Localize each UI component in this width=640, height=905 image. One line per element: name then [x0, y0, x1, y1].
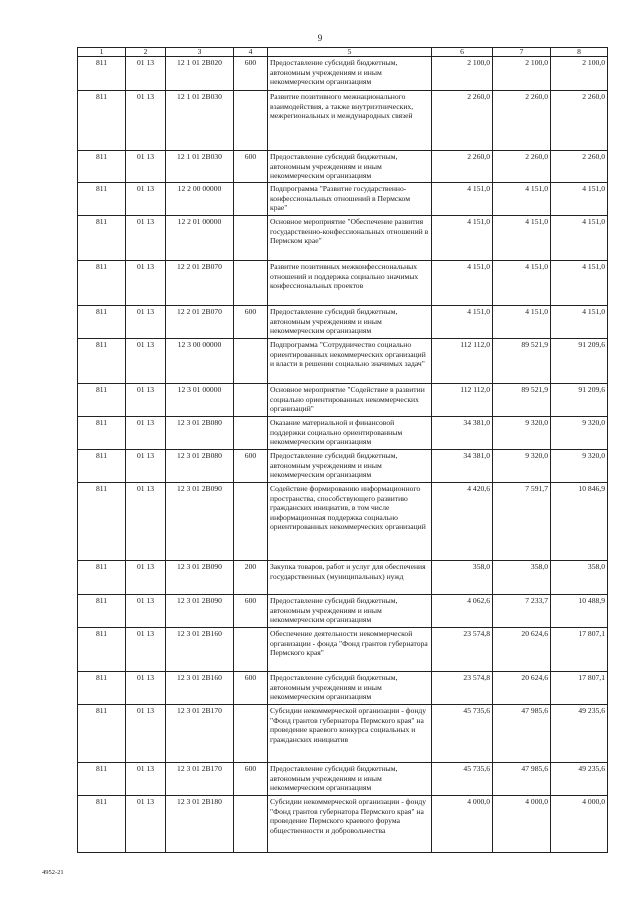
- table-cell: [234, 183, 268, 216]
- table-cell: 12 2 01 00000: [166, 216, 234, 261]
- table-row: [78, 216, 608, 261]
- table-cell: 7 233,7: [493, 595, 551, 628]
- table-cell: Предоставление субсидий бюджетным, автономным учреждениям и иным некоммерческим организациям: [268, 450, 432, 483]
- table-cell: Субсидии некоммерческой организации - фонду "Фонд грантов губернатора Пермского края" на проведение краевого конкурса социальных и гражданских инициатив: [268, 705, 432, 763]
- table-cell: 2 260,0: [432, 151, 493, 183]
- table-cell: 9 320,0: [493, 450, 551, 483]
- table-cell: 811: [78, 339, 126, 384]
- table-cell: Содействие формированию информационного пространства, способствующего развитию гражданских инициатив, в том числе информационная поддержка социально ориентированных некоммерческих организаций: [268, 483, 432, 561]
- table-cell: Основное мероприятие "Содействие в развитии социально ориентированных некоммерческих организаций": [268, 384, 432, 417]
- table-cell: Основное мероприятие "Обеспечение развития государственно-конфессиональных отношений в Пермском крае": [268, 216, 432, 261]
- table-cell: [234, 384, 268, 417]
- table-cell: 4 151,0: [551, 183, 608, 216]
- column-header: 5: [268, 48, 432, 57]
- table-cell: 01 13: [126, 339, 166, 384]
- table-cell: [234, 216, 268, 261]
- table-cell: 01 13: [126, 261, 166, 306]
- table-cell: 20 624,6: [493, 672, 551, 705]
- table-row: [78, 91, 608, 151]
- table-row: [78, 763, 608, 796]
- table-cell: 12 3 01 2В160: [166, 628, 234, 672]
- table-row: [78, 483, 608, 561]
- table-cell: 811: [78, 91, 126, 151]
- table-cell: 01 13: [126, 183, 166, 216]
- column-header: 6: [432, 48, 493, 57]
- table-cell: 49 235,6: [551, 763, 608, 796]
- column-header: 3: [166, 48, 234, 57]
- table-cell: Оказание материальной и финансовой поддержки социально ориентированным некоммерческим организациям: [268, 417, 432, 450]
- table-cell: 89 521,9: [493, 339, 551, 384]
- table-cell: 01 13: [126, 384, 166, 417]
- table-row: [78, 417, 608, 450]
- table-cell: 2 260,0: [551, 151, 608, 183]
- table-cell: Субсидии некоммерческой организации - фонду "Фонд грантов губернатора Пермского края" на проведение Пермского краевого форума общественности и добровольчества: [268, 796, 432, 853]
- column-header: 1: [78, 48, 126, 57]
- table-cell: 7 591,7: [493, 483, 551, 561]
- table-cell: 4 000,0: [493, 796, 551, 853]
- table-row: [78, 796, 608, 853]
- table-cell: Предоставление субсидий бюджетным, автономным учреждениям и иным некоммерческим организациям: [268, 151, 432, 183]
- table-row: [78, 450, 608, 483]
- table-cell: 2 260,0: [432, 91, 493, 151]
- table-cell: 12 3 01 2В170: [166, 763, 234, 796]
- table-cell: 01 13: [126, 57, 166, 91]
- table-cell: 811: [78, 183, 126, 216]
- document-code: 4952-21: [42, 869, 64, 876]
- table-cell: 89 521,9: [493, 384, 551, 417]
- table-row: [78, 705, 608, 763]
- table-cell: 01 13: [126, 417, 166, 450]
- column-header: 8: [551, 48, 608, 57]
- table-cell: 01 13: [126, 672, 166, 705]
- table-cell: [234, 796, 268, 853]
- table-cell: 2 260,0: [493, 91, 551, 151]
- table-cell: Предоставление субсидий бюджетным, автономным учреждениям и иным некоммерческим организациям: [268, 57, 432, 91]
- table-cell: 600: [234, 57, 268, 91]
- table-cell: 23 574,8: [432, 672, 493, 705]
- table-cell: 811: [78, 450, 126, 483]
- table-cell: [234, 261, 268, 306]
- table-cell: 358,0: [432, 561, 493, 595]
- table-cell: 45 735,6: [432, 705, 493, 763]
- table-cell: 811: [78, 151, 126, 183]
- table-cell: 2 260,0: [493, 151, 551, 183]
- table-cell: 811: [78, 417, 126, 450]
- table-cell: 811: [78, 261, 126, 306]
- table-cell: Обеспечение деятельности некоммерческой организации - фонда "Фонд грантов губернатора Пермского края": [268, 628, 432, 672]
- table-cell: 4 062,6: [432, 595, 493, 628]
- table-cell: 45 735,6: [432, 763, 493, 796]
- table-row: [78, 384, 608, 417]
- table-cell: 2 100,0: [493, 57, 551, 91]
- table-cell: 12 1 01 2В030: [166, 91, 234, 151]
- table-row: [78, 57, 608, 91]
- table-cell: 600: [234, 151, 268, 183]
- column-header: 4: [234, 48, 268, 57]
- table-cell: 112 112,0: [432, 384, 493, 417]
- table-cell: 600: [234, 306, 268, 339]
- table-cell: 12 1 01 2В030: [166, 151, 234, 183]
- table-row: [78, 306, 608, 339]
- table-cell: 4 151,0: [551, 261, 608, 306]
- table-cell: 811: [78, 483, 126, 561]
- table-row: [78, 628, 608, 672]
- table-cell: 600: [234, 450, 268, 483]
- table-cell: 4 151,0: [432, 216, 493, 261]
- table-cell: 811: [78, 628, 126, 672]
- table-cell: 4 151,0: [493, 216, 551, 261]
- table-cell: 811: [78, 57, 126, 91]
- table-cell: 01 13: [126, 151, 166, 183]
- table-cell: 01 13: [126, 91, 166, 151]
- table-cell: 12 2 01 2В070: [166, 261, 234, 306]
- table-cell: 4 151,0: [432, 183, 493, 216]
- table-cell: 12 3 01 2В090: [166, 483, 234, 561]
- table-cell: 47 985,6: [493, 705, 551, 763]
- table-cell: 811: [78, 672, 126, 705]
- table-cell: 12 2 00 00000: [166, 183, 234, 216]
- table-cell: 12 3 01 2В080: [166, 450, 234, 483]
- table-cell: 4 151,0: [493, 306, 551, 339]
- table-cell: [234, 705, 268, 763]
- table-row: [78, 595, 608, 628]
- table-cell: 811: [78, 306, 126, 339]
- table-cell: 2 100,0: [551, 57, 608, 91]
- table-row: [78, 561, 608, 595]
- column-header: 2: [126, 48, 166, 57]
- table-cell: 01 13: [126, 483, 166, 561]
- column-header: 7: [493, 48, 551, 57]
- table-cell: 12 3 01 2В090: [166, 595, 234, 628]
- table-cell: 9 320,0: [551, 417, 608, 450]
- table-cell: 811: [78, 384, 126, 417]
- table-cell: 9 320,0: [493, 417, 551, 450]
- table-cell: 01 13: [126, 216, 166, 261]
- table-cell: Подпрограмма "Сотрудничество социально ориентированных некоммерческих организаций и власти в решении социально значимых задач": [268, 339, 432, 384]
- table-cell: 12 2 01 2В070: [166, 306, 234, 339]
- table-cell: 200: [234, 561, 268, 595]
- table-cell: 01 13: [126, 306, 166, 339]
- table-cell: Подпрограмма "Развитие государственно-конфессиональных отношений в Пермском крае": [268, 183, 432, 216]
- table-cell: 17 807,1: [551, 672, 608, 705]
- table-cell: 34 381,0: [432, 450, 493, 483]
- table-cell: Предоставление субсидий бюджетным, автономным учреждениям и иным некоммерческим организациям: [268, 763, 432, 796]
- table-cell: 12 3 01 00000: [166, 384, 234, 417]
- table-cell: 2 260,0: [551, 91, 608, 151]
- table-cell: 4 151,0: [551, 216, 608, 261]
- table-cell: Закупка товаров, работ и услуг для обеспечения государственных (муниципальных) нужд: [268, 561, 432, 595]
- table-cell: 358,0: [493, 561, 551, 595]
- table-cell: Предоставление субсидий бюджетным, автономным учреждениям и иным некоммерческим организациям: [268, 306, 432, 339]
- table-cell: 01 13: [126, 796, 166, 853]
- table-cell: Предоставление субсидий бюджетным, автономным учреждениям и иным некоммерческим организациям: [268, 672, 432, 705]
- table-cell: 12 3 01 2В170: [166, 705, 234, 763]
- table-cell: 600: [234, 763, 268, 796]
- table-cell: 811: [78, 763, 126, 796]
- table-cell: 12 1 01 2В020: [166, 57, 234, 91]
- table-cell: 9 320,0: [551, 450, 608, 483]
- table-cell: [234, 339, 268, 384]
- table-cell: 2 100,0: [432, 57, 493, 91]
- table-cell: 358,0: [551, 561, 608, 595]
- table-cell: 10 488,9: [551, 595, 608, 628]
- table-cell: 4 151,0: [432, 306, 493, 339]
- table-cell: 20 624,6: [493, 628, 551, 672]
- table-cell: 01 13: [126, 763, 166, 796]
- table-cell: 01 13: [126, 628, 166, 672]
- table-row: [78, 151, 608, 183]
- table-cell: 91 209,6: [551, 384, 608, 417]
- table-cell: 12 3 01 2В080: [166, 417, 234, 450]
- table-cell: 12 3 00 00000: [166, 339, 234, 384]
- table-cell: 811: [78, 561, 126, 595]
- table-cell: 91 209,6: [551, 339, 608, 384]
- table-cell: [234, 628, 268, 672]
- table-cell: 23 574,8: [432, 628, 493, 672]
- header-row: [78, 48, 608, 57]
- table-cell: 12 3 01 2В180: [166, 796, 234, 853]
- table-cell: 17 807,1: [551, 628, 608, 672]
- page-number: 9: [317, 33, 323, 43]
- table-cell: 811: [78, 796, 126, 853]
- table-cell: 4 000,0: [432, 796, 493, 853]
- table-cell: 01 13: [126, 705, 166, 763]
- table-cell: 4 151,0: [493, 183, 551, 216]
- table-cell: 4 000,0: [551, 796, 608, 853]
- table-row: [78, 183, 608, 216]
- table-cell: 12 3 01 2В090: [166, 561, 234, 595]
- table-cell: [234, 483, 268, 561]
- table-cell: 01 13: [126, 450, 166, 483]
- table-cell: [234, 417, 268, 450]
- table-cell: 12 3 01 2В160: [166, 672, 234, 705]
- table-cell: 49 235,6: [551, 705, 608, 763]
- table-cell: 4 151,0: [432, 261, 493, 306]
- table-cell: Предоставление субсидий бюджетным, автономным учреждениям и иным некоммерческим организациям: [268, 595, 432, 628]
- table-cell: 811: [78, 595, 126, 628]
- table-cell: 47 985,6: [493, 763, 551, 796]
- table-cell: 112 112,0: [432, 339, 493, 384]
- table-cell: 4 151,0: [551, 306, 608, 339]
- table-cell: [234, 91, 268, 151]
- table-cell: Развитие позитивного межнационального взаимодействия, а также внутриэтнических, межрегиональных и международных связей: [268, 91, 432, 151]
- table-cell: 811: [78, 216, 126, 261]
- table-cell: 34 381,0: [432, 417, 493, 450]
- table-cell: 01 13: [126, 595, 166, 628]
- table-cell: 4 151,0: [493, 261, 551, 306]
- budget-table: [77, 47, 608, 853]
- table-cell: 10 846,9: [551, 483, 608, 561]
- table-cell: 01 13: [126, 561, 166, 595]
- table-row: [78, 339, 608, 384]
- table-cell: 4 420,6: [432, 483, 493, 561]
- table-cell: Развитие позитивных межконфессиональных отношений и поддержка социально значимых конфессиональных проектов: [268, 261, 432, 306]
- table-cell: 600: [234, 595, 268, 628]
- table-cell: 600: [234, 672, 268, 705]
- table-row: [78, 261, 608, 306]
- table-cell: 811: [78, 705, 126, 763]
- table-row: [78, 672, 608, 705]
